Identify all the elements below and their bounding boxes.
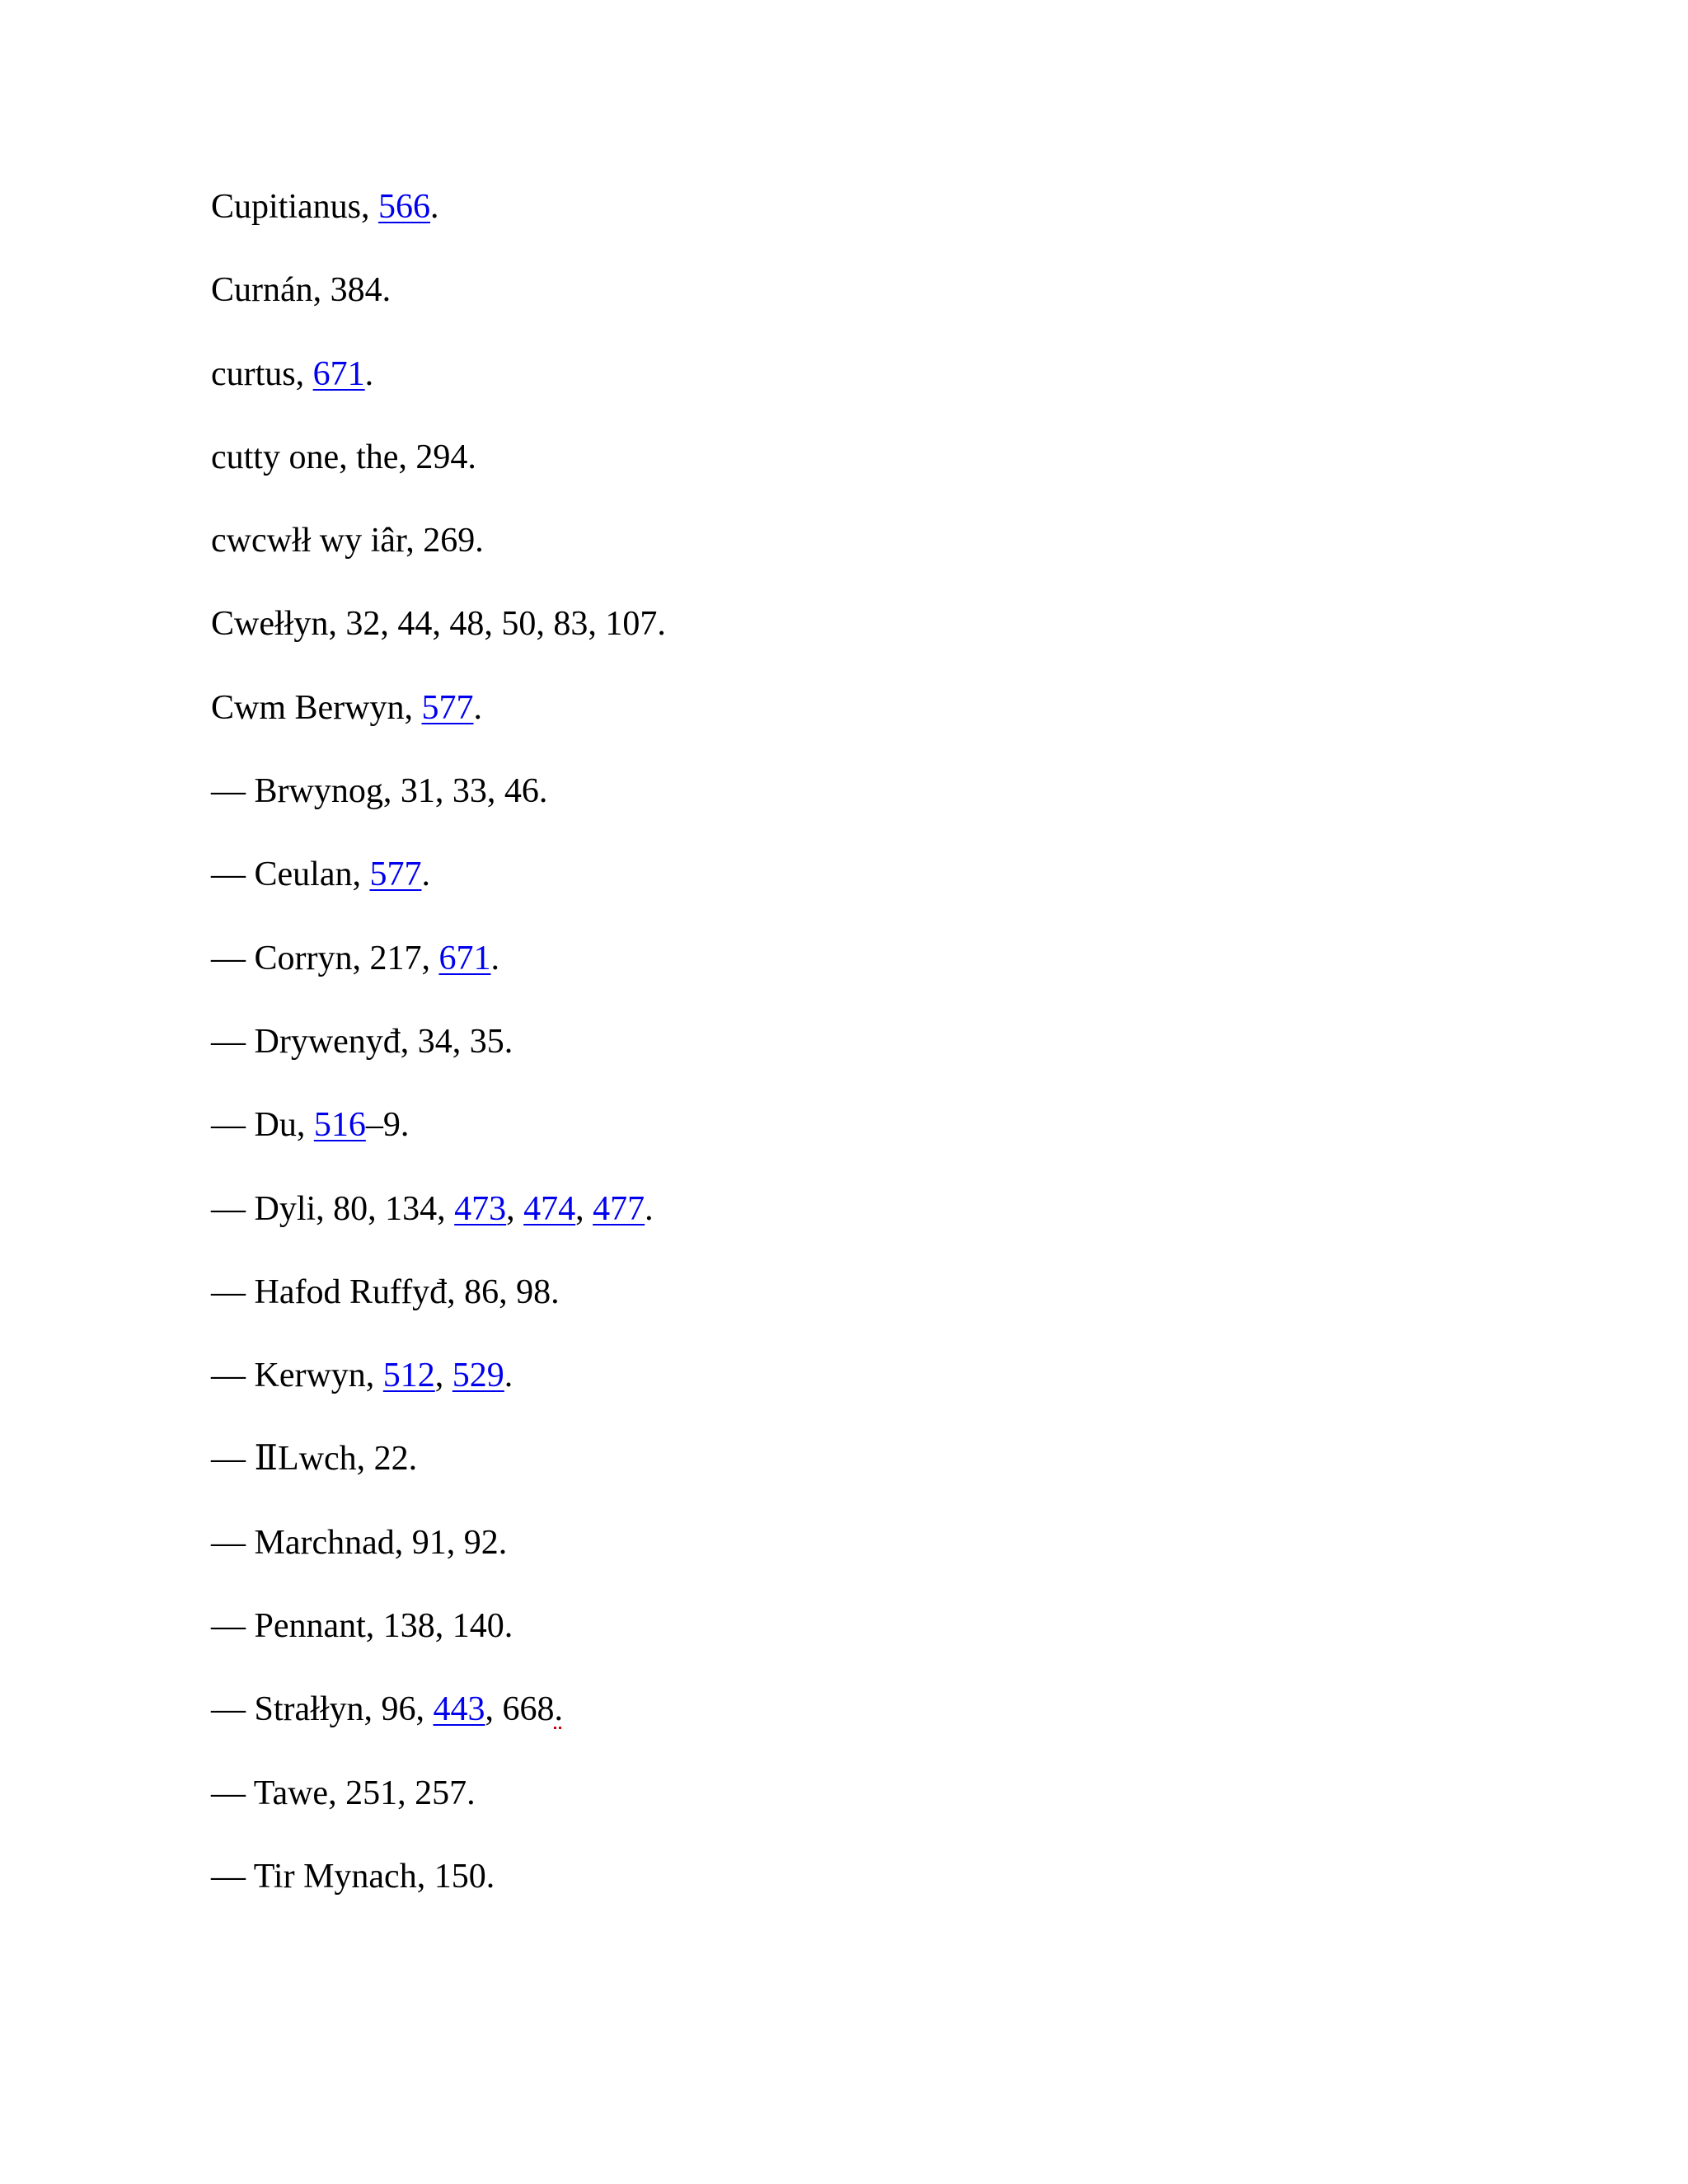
entry-text: . xyxy=(490,939,499,977)
entry-text: . xyxy=(473,688,482,727)
index-entry xyxy=(211,771,666,812)
index-entry xyxy=(211,603,666,644)
entry-text: — ⅡLwch, 22. xyxy=(211,1440,418,1479)
index-entry xyxy=(211,854,666,895)
page-reference-link[interactable]: 577 xyxy=(421,688,474,727)
entry-text: — Dyli, 80, 134, xyxy=(211,1189,455,1228)
entry-text: Cwm Berwyn, xyxy=(211,688,422,727)
entry-text: cwcwłł wy iâr, 269. xyxy=(211,522,484,560)
entry-text: — Strałłyn, 96, xyxy=(211,1690,434,1729)
page-reference-link[interactable]: 474 xyxy=(523,1189,576,1228)
page-reference-link[interactable]: 512 xyxy=(382,1357,435,1395)
entry-text: , xyxy=(575,1189,593,1228)
entry-text: — Tir Mynach, 150. xyxy=(211,1857,495,1896)
entry-text: . xyxy=(421,855,430,894)
entry-text: — Ceulan, xyxy=(211,855,370,894)
page-reference-link[interactable]: 473 xyxy=(454,1189,507,1228)
page-reference-link[interactable]: 577 xyxy=(369,855,422,894)
index-entry xyxy=(211,1438,666,1479)
index-entry xyxy=(211,520,666,561)
page-reference-link[interactable]: 566 xyxy=(378,188,431,226)
index-entry xyxy=(211,1355,666,1396)
index-entry xyxy=(211,1021,666,1062)
index-entry xyxy=(211,354,666,395)
entry-text: — Marchnad, 91, 92. xyxy=(211,1523,508,1562)
index-entry xyxy=(211,1689,666,1730)
spellcheck-marked-text: . xyxy=(554,1690,563,1729)
entry-text: — Du, xyxy=(211,1106,314,1145)
index-entry xyxy=(211,1522,666,1563)
entry-text: . xyxy=(645,1189,654,1228)
index-entry xyxy=(211,1856,666,1897)
entry-text: . xyxy=(504,1357,513,1395)
page-reference-link[interactable]: 671 xyxy=(438,939,491,977)
index-entry xyxy=(211,1773,666,1814)
entry-text: cutty one, the, 294. xyxy=(211,438,476,476)
entry-text: Cwełłyn, 32, 44, 48, 50, 83, 107. xyxy=(211,605,666,644)
entry-text: curtus, xyxy=(211,354,313,393)
index-entry xyxy=(211,269,666,311)
index-entry xyxy=(211,437,666,478)
entry-text: , xyxy=(506,1189,524,1228)
entry-text: — Pennant, 138, 140. xyxy=(211,1607,513,1646)
page-reference-link[interactable]: 477 xyxy=(593,1189,645,1228)
entry-text: — Drywenyđ, 34, 35. xyxy=(211,1022,513,1061)
page-reference-link[interactable]: 443 xyxy=(433,1690,485,1729)
index-entry xyxy=(211,687,666,729)
index-entry xyxy=(211,1272,666,1313)
entry-text: — Tawe, 251, 257. xyxy=(211,1774,476,1812)
page-reference-link[interactable]: 516 xyxy=(313,1106,366,1145)
entry-text: — Hafod Ruffyđ, 86, 98. xyxy=(211,1272,560,1311)
entry-text: — Corryn, 217, xyxy=(211,939,439,977)
index-entry xyxy=(211,1104,666,1146)
entry-text: Curnán, 384. xyxy=(211,271,392,310)
entry-text: , xyxy=(434,1357,452,1395)
entry-text: –9. xyxy=(365,1106,410,1145)
entry-text: . xyxy=(364,354,374,393)
page-reference-link[interactable]: 671 xyxy=(312,354,365,393)
index-entry xyxy=(211,1188,666,1230)
entry-text: , 668 xyxy=(485,1690,555,1729)
index-entry xyxy=(211,186,666,227)
entry-text: — Brwynog, 31, 33, 46. xyxy=(211,772,548,811)
index-entry xyxy=(211,938,666,979)
entry-text: Cupitianus, xyxy=(211,188,379,226)
entry-text: — Kerwyn, xyxy=(211,1357,383,1395)
page-reference-link[interactable]: 529 xyxy=(452,1357,504,1395)
index-list xyxy=(211,186,666,1939)
index-entry xyxy=(211,1605,666,1647)
entry-text: . xyxy=(430,188,439,226)
